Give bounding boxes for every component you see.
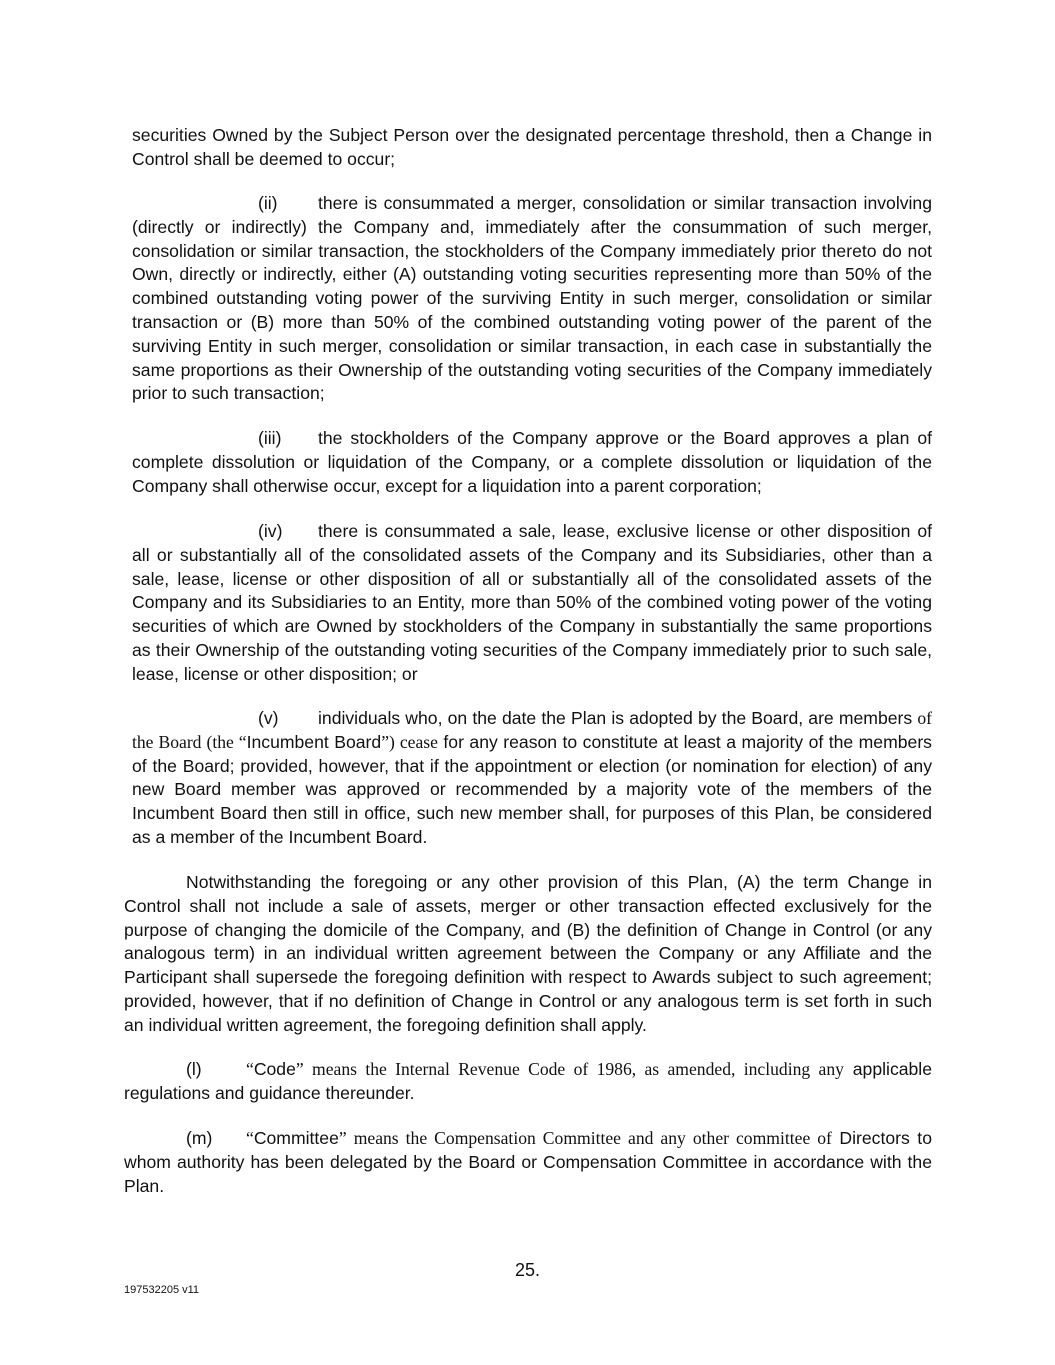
definition-serif-text: ” means the Compensation Committee and any other committee of <box>338 1128 832 1148</box>
clause-text-rest: for any reason to constitute at least a majority of the members of the Board; provided, however, that if the appointment or election (or nomination for election) of any new Board member was approved or recommended by a majority vote of the members of the Incumbent Board then still in office, such new member shall, for purposes of this Plan, be considered as a member of the Incumbent Board. <box>132 731 932 847</box>
clause-serif-close: ”) cease <box>381 731 438 752</box>
continuation-text: securities Owned by the Subject Person over the designated percentage threshold, then a Change in Control shall be deemed to occur; <box>132 125 932 169</box>
notwithstanding-paragraph <box>124 871 932 1038</box>
clause-number: (iii) <box>258 428 282 448</box>
clause-text: the stockholders of the Company approve or the Board approves a plan of complete dissolution or liquidation of the Company, or a complete dissolution or liquidation of the Company shall otherwise occur, except for a liquidation into a parent corporation; <box>132 428 932 496</box>
continuation-paragraph <box>132 124 932 172</box>
clause-number: (v) <box>258 708 279 728</box>
definition-text: applicable regulations and guidance thereunder. <box>124 1059 933 1103</box>
defined-term: Committee <box>253 1128 339 1148</box>
definition-serif-text: ” means the Internal Revenue Code of 1986, as amended, including any <box>295 1059 844 1079</box>
definition-number: (l) <box>186 1059 202 1079</box>
defined-term: Incumbent Board <box>246 731 382 752</box>
notwithstanding-text: Notwithstanding the foregoing or any other provision of this Plan, (A) the term Change in Control shall not include a sale of assets, merger or other transaction effected exclusively for the purpose of changing the domicile of the Company, and (B) the definition of Change in Control (or any analogous term) in an individual written agreement between the Company or any Affiliate and the Participant shall supersede the foregoing definition with respect to Awards subject to such agreement; provided, however, that if no definition of Change in Control or any analogous term is set forth in such an individual written agreement, the foregoing definition shall apply. <box>124 872 932 1035</box>
document-id: 197532205 v11 <box>124 1284 200 1296</box>
clause-text: there is consummated a sale, lease, exclusive license or other disposition of all or substantially all of the consolidated assets of the Company and its Subsidiaries, other than a sale, lease, license or other disposition of all or substantially all of the consolidated assets of the Company and its Subsidiaries to an Entity, more than 50% of the combined voting power of the voting securities of which are Owned by stockholders of the Company in substantially the same proportions as their Ownership of the outstanding voting securities of the Company immediately prior to such sale, lease, license or other disposition; or <box>132 521 932 684</box>
clause-ii <box>132 192 932 406</box>
definition-number: (m) <box>186 1128 213 1148</box>
defined-term: Code <box>253 1059 296 1079</box>
definition-committee <box>124 1127 932 1198</box>
page-number: 25. <box>514 1260 541 1280</box>
clause-iii <box>132 427 932 498</box>
clause-text: there is consummated a merger, consolidation or similar transaction involving (directly or indirectly) the Company and, immediately after the consummation of such merger, consolidation or similar transaction, the stockholders of the Company immediately prior thereto do not Own, directly or indirectly, either (A) outstanding voting securities representing more than 50% of the combined outstanding voting power of the surviving Entity in such merger, consolidation or similar transaction or (B) more than 50% of the combined outstanding voting power of the parent of the surviving Entity in such merger, consolidation or similar transaction, in each case in substantially the same proportions as their Ownership of the outstanding voting securities of the Company immediately prior to such transaction; <box>132 193 932 404</box>
clause-number: (iv) <box>258 521 283 541</box>
clause-iv <box>132 520 932 687</box>
clause-number: (ii) <box>258 193 278 213</box>
clause-v <box>132 707 932 850</box>
open-quote: “ <box>246 1059 254 1079</box>
definition-code <box>124 1058 932 1106</box>
definition-text: Directors to whom authority has been delegated by the Board or Compensation Committee in accordance with the Plan. <box>124 1128 932 1196</box>
open-quote: “ <box>246 1128 254 1148</box>
clause-serif-text: of the Board (the “ <box>132 708 932 752</box>
clause-text: individuals who, on the date the Plan is adopted by the Board, are members <box>318 708 913 728</box>
